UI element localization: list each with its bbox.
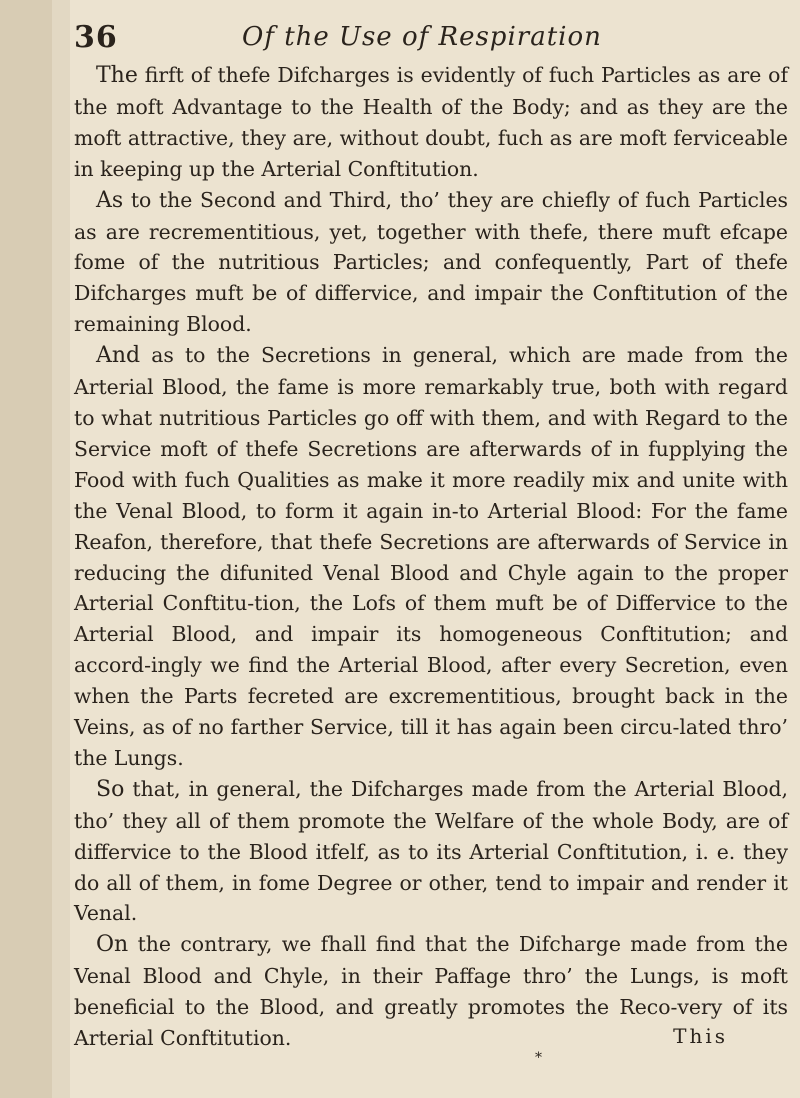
paragraph-text: to the Second and Third, tho’ they are chiefly of fuch Particles as are recrementitious, yet, together with thefe, there muft efcape fome of the nutritious Particles; and confequently, Part of thefe Difcharges muft be of differvice, and impair the Conftitution of the remaining Blood. xyxy=(74,187,788,337)
signature-mark: * xyxy=(535,1050,542,1066)
page-number: 36 xyxy=(74,20,118,55)
paragraph-1 xyxy=(74,60,788,185)
paragraph-text: firft of thefe Difcharges is evidently of fuch Particles as are of the moft Advantage to the Health of the Body; and as they are the moft attractive, they are, without doubt, fuch as are moft ferviceable in keeping up the Arterial Conftitution. xyxy=(74,63,788,181)
catchword: This xyxy=(673,1024,728,1048)
paragraph-lead: As xyxy=(96,187,124,213)
paragraph-3 xyxy=(74,340,788,774)
paragraph-lead: And xyxy=(96,343,141,369)
running-title: Of the Use of Respiration xyxy=(242,22,602,52)
paragraph-lead: The xyxy=(96,63,138,88)
paragraph-text: as to the Secretions in general, which are made from the Arterial Blood, the fame is more remarkably true, both with regard to what nutritious Particles go off with them, and with Regard to the Service moft of thefe Secretions are afterwards of in fupplying the Food with fuch Qualities as make it more readily mix and unite with the Venal Blood, to form it again in-to Arterial Blood: For the fame Reafon, therefore, that thefe Secretions are afterwards of Service in reducing the difunited Venal Blood and Chyle again to the proper Arterial Conftitu-tion, the Lofs of them muft be of Differvice to the Arterial Blood, and impair its homogeneous Conftitution; and accord-ingly we find the Arterial Blood, after every Secretion, even when the Parts fecreted are excrementitious, brought back in the Veins, as of no farther Service, till it has again been circu-lated thro’ the Lungs. xyxy=(74,343,788,770)
paragraph-text: the contrary, we fhall find that the Difcharge made from the Venal Blood and Chyle, in their Paffage thro’ the Lungs, is moft beneficial to the Blood, and greatly promotes the Reco-very of its Arterial Conftitution. xyxy=(74,932,788,1051)
paragraph-lead: On xyxy=(96,932,129,958)
paragraph-2 xyxy=(74,185,788,341)
paragraph-lead: So xyxy=(96,776,125,802)
text-body xyxy=(74,60,788,1054)
paragraph-text: that, in general, the Difcharges made from the Arterial Blood, tho’ they all of them promote the Welfare of the whole Body, are of differvice to the Blood itfelf, as to its Arterial Conftitution, i. e. they do all of them, in fome Degree or other, tend to impair and render it Venal. xyxy=(74,776,788,926)
running-head xyxy=(74,16,788,56)
paragraph-4 xyxy=(74,774,788,930)
